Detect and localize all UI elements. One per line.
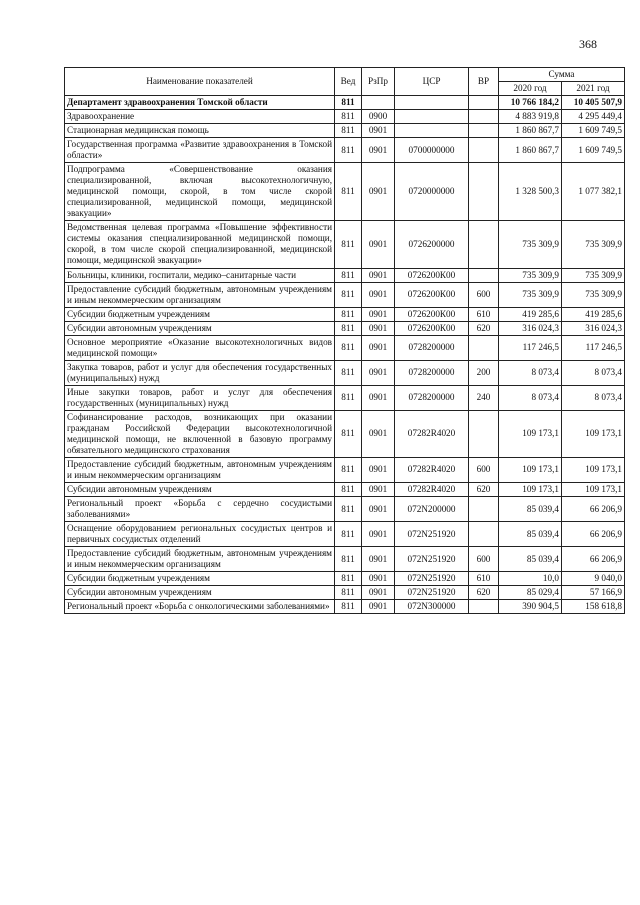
cell-rzpr: 0901 (362, 124, 395, 138)
cell-rzpr: 0901 (362, 547, 395, 572)
cell-csr: 07282R4020 (395, 410, 469, 457)
cell-rzpr: 0901 (362, 321, 395, 335)
cell-vr (469, 124, 499, 138)
cell-2020: 1 860 867,7 (499, 138, 562, 163)
cell-2021: 10 405 507,9 (562, 96, 625, 110)
cell-ved: 811 (335, 138, 362, 163)
cell-rzpr: 0901 (362, 522, 395, 547)
header-year-2020: 2020 год (499, 82, 562, 96)
cell-2021: 8 073,4 (562, 360, 625, 385)
cell-csr: 0726200К00 (395, 282, 469, 307)
page-number: 368 (579, 37, 597, 51)
cell-csr: 072N251920 (395, 572, 469, 586)
cell-2020: 85 029,4 (499, 586, 562, 600)
cell-ved: 811 (335, 124, 362, 138)
cell-2021: 109 173,1 (562, 457, 625, 482)
cell-rzpr: 0901 (362, 268, 395, 282)
table-row (65, 268, 625, 282)
table-row (65, 410, 625, 457)
cell-2020: 316 024,3 (499, 321, 562, 335)
cell-2020: 109 173,1 (499, 410, 562, 457)
cell-2021: 419 285,6 (562, 307, 625, 321)
table-row (65, 483, 625, 497)
cell-2020: 85 039,4 (499, 522, 562, 547)
cell-rzpr: 0901 (362, 600, 395, 614)
cell-csr: 0720000000 (395, 163, 469, 221)
cell-2020: 735 309,9 (499, 268, 562, 282)
cell-name: Софинансирование расходов, возникающих при оказании гражданам Российской Федерации высокотехнологичной медицинской помощи, не включенной в базовую программу обязательного медицинского страхования (65, 410, 335, 457)
table-row (65, 547, 625, 572)
cell-name: Ведомственная целевая программа «Повышение эффективности системы оказания специализированной медицинской помощи, скорой, в том числе скорой специализированной, медицинской помощи, медицинской эвакуации» (65, 221, 335, 268)
cell-name: Закупка товаров, работ и услуг для обеспечения государственных (муниципальных) нужд (65, 360, 335, 385)
cell-rzpr: 0901 (362, 572, 395, 586)
cell-ved: 811 (335, 163, 362, 221)
cell-2021: 109 173,1 (562, 483, 625, 497)
cell-2021: 316 024,3 (562, 321, 625, 335)
cell-csr: 0728200000 (395, 335, 469, 360)
cell-rzpr: 0901 (362, 586, 395, 600)
table-row (65, 110, 625, 124)
cell-ved: 811 (335, 307, 362, 321)
cell-rzpr: 0900 (362, 110, 395, 124)
cell-rzpr: 0901 (362, 385, 395, 410)
header-rzpr: РзПр (362, 68, 395, 96)
cell-vr (469, 221, 499, 268)
cell-2021: 57 166,9 (562, 586, 625, 600)
cell-name: Стационарная медицинская помощь (65, 124, 335, 138)
cell-name: Государственная программа «Развитие здравоохранения в Томской области» (65, 138, 335, 163)
cell-vr: 610 (469, 307, 499, 321)
cell-2021: 66 206,9 (562, 547, 625, 572)
table-row (65, 307, 625, 321)
cell-name: Больницы, клиники, госпитали, медико–санитарные части (65, 268, 335, 282)
cell-name: Субсидии автономным учреждениям (65, 321, 335, 335)
table-row (65, 497, 625, 522)
cell-rzpr: 0901 (362, 410, 395, 457)
cell-vr (469, 268, 499, 282)
header-csr: ЦСР (395, 68, 469, 96)
cell-vr: 600 (469, 547, 499, 572)
cell-csr: 0726200К00 (395, 268, 469, 282)
cell-name: Предоставление субсидий бюджетным, автономным учреждениям и иным некоммерческим организациям (65, 457, 335, 482)
cell-rzpr: 0901 (362, 282, 395, 307)
cell-name: Региональный проект «Борьба с сердечно сосудистыми заболеваниями» (65, 497, 335, 522)
cell-ved: 811 (335, 572, 362, 586)
cell-vr: 600 (469, 282, 499, 307)
cell-csr (395, 96, 469, 110)
table-row (65, 572, 625, 586)
cell-ved: 811 (335, 586, 362, 600)
cell-2021: 66 206,9 (562, 522, 625, 547)
cell-name: Субсидии бюджетным учреждениям (65, 572, 335, 586)
cell-csr: 072N251920 (395, 586, 469, 600)
cell-2021: 117 246,5 (562, 335, 625, 360)
cell-vr (469, 522, 499, 547)
cell-2020: 4 883 919,8 (499, 110, 562, 124)
cell-2020: 735 309,9 (499, 282, 562, 307)
cell-ved: 811 (335, 221, 362, 268)
cell-csr: 07282R4020 (395, 483, 469, 497)
cell-2020: 109 173,1 (499, 457, 562, 482)
cell-vr (469, 600, 499, 614)
cell-name: Департамент здравоохранения Томской области (65, 96, 335, 110)
cell-2021: 8 073,4 (562, 385, 625, 410)
cell-vr (469, 138, 499, 163)
header-ved: Вед (335, 68, 362, 96)
cell-ved: 811 (335, 282, 362, 307)
cell-csr: 072N251920 (395, 522, 469, 547)
cell-csr (395, 110, 469, 124)
cell-2021: 735 309,9 (562, 268, 625, 282)
cell-name: Субсидии бюджетным учреждениям (65, 307, 335, 321)
cell-vr (469, 96, 499, 110)
table-row (65, 163, 625, 221)
cell-ved: 811 (335, 96, 362, 110)
cell-csr: 072N300000 (395, 600, 469, 614)
cell-2020: 735 309,9 (499, 221, 562, 268)
cell-ved: 811 (335, 600, 362, 614)
cell-2021: 158 618,8 (562, 600, 625, 614)
cell-name: Субсидии автономным учреждениям (65, 586, 335, 600)
cell-2021: 1 077 382,1 (562, 163, 625, 221)
table-body (65, 96, 625, 614)
cell-name: Субсидии автономным учреждениям (65, 483, 335, 497)
cell-2020: 8 073,4 (499, 385, 562, 410)
table-row (65, 321, 625, 335)
cell-ved: 811 (335, 547, 362, 572)
cell-rzpr (362, 96, 395, 110)
header-year-2021: 2021 год (562, 82, 625, 96)
cell-vr (469, 163, 499, 221)
cell-2021: 1 609 749,5 (562, 124, 625, 138)
cell-2020: 8 073,4 (499, 360, 562, 385)
cell-ved: 811 (335, 385, 362, 410)
cell-2021: 735 309,9 (562, 221, 625, 268)
cell-name: Здравоохранение (65, 110, 335, 124)
table-row (65, 522, 625, 547)
cell-vr (469, 497, 499, 522)
table-row (65, 457, 625, 482)
cell-vr (469, 410, 499, 457)
cell-2020: 10 766 184,2 (499, 96, 562, 110)
table-row (65, 282, 625, 307)
header-vr: ВР (469, 68, 499, 96)
cell-name: Основное мероприятие «Оказание высокотехнологичных видов медицинской помощи» (65, 335, 335, 360)
table-row (65, 586, 625, 600)
cell-csr: 072N251920 (395, 547, 469, 572)
cell-2020: 117 246,5 (499, 335, 562, 360)
cell-csr: 0726200000 (395, 221, 469, 268)
cell-vr (469, 110, 499, 124)
cell-2020: 10,0 (499, 572, 562, 586)
cell-ved: 811 (335, 335, 362, 360)
cell-rzpr: 0901 (362, 360, 395, 385)
cell-name: Предоставление субсидий бюджетным, автономным учреждениям и иным некоммерческим организациям (65, 282, 335, 307)
table-row (65, 360, 625, 385)
cell-ved: 811 (335, 268, 362, 282)
cell-rzpr: 0901 (362, 138, 395, 163)
cell-vr: 240 (469, 385, 499, 410)
cell-vr: 620 (469, 321, 499, 335)
cell-rzpr: 0901 (362, 307, 395, 321)
cell-ved: 811 (335, 410, 362, 457)
cell-ved: 811 (335, 360, 362, 385)
cell-rzpr: 0901 (362, 457, 395, 482)
cell-csr: 072N200000 (395, 497, 469, 522)
cell-csr: 0726200К00 (395, 307, 469, 321)
cell-2020: 85 039,4 (499, 547, 562, 572)
cell-vr: 620 (469, 483, 499, 497)
cell-ved: 811 (335, 497, 362, 522)
cell-vr: 620 (469, 586, 499, 600)
cell-name: Подпрограмма «Совершенствование оказания специализированной, включая высокотехнологичную, медицинской помощи, скорой, в том числе скорой специализированной, медицинской помощи, медицинской эвакуации» (65, 163, 335, 221)
header-sum: Сумма (499, 68, 625, 82)
cell-ved: 811 (335, 522, 362, 547)
cell-csr (395, 124, 469, 138)
cell-vr: 200 (469, 360, 499, 385)
cell-name: Региональный проект «Борьба с онкологическими заболеваниями» (65, 600, 335, 614)
table-row (65, 385, 625, 410)
table-header (65, 68, 625, 96)
cell-2021: 4 295 449,4 (562, 110, 625, 124)
cell-name: Иные закупки товаров, работ и услуг для обеспечения государственных (муниципальных) нужд (65, 385, 335, 410)
budget-table (64, 67, 625, 614)
cell-csr: 0728200000 (395, 360, 469, 385)
cell-rzpr: 0901 (362, 497, 395, 522)
cell-vr: 610 (469, 572, 499, 586)
cell-2021: 109 173,1 (562, 410, 625, 457)
cell-ved: 811 (335, 457, 362, 482)
cell-2021: 1 609 749,5 (562, 138, 625, 163)
cell-2021: 9 040,0 (562, 572, 625, 586)
cell-rzpr: 0901 (362, 221, 395, 268)
table-row (65, 138, 625, 163)
table-row (65, 221, 625, 268)
cell-2020: 1 328 500,3 (499, 163, 562, 221)
table-row (65, 124, 625, 138)
cell-csr: 0700000000 (395, 138, 469, 163)
cell-2020: 390 904,5 (499, 600, 562, 614)
cell-vr: 600 (469, 457, 499, 482)
cell-ved: 811 (335, 321, 362, 335)
cell-rzpr: 0901 (362, 483, 395, 497)
header-name: Наименование показателей (65, 68, 335, 96)
cell-2020: 109 173,1 (499, 483, 562, 497)
cell-vr (469, 335, 499, 360)
cell-name: Предоставление субсидий бюджетным, автономным учреждениям и иным некоммерческим организациям (65, 547, 335, 572)
cell-rzpr: 0901 (362, 163, 395, 221)
cell-ved: 811 (335, 110, 362, 124)
cell-csr: 07282R4020 (395, 457, 469, 482)
table-row (65, 335, 625, 360)
table-row (65, 600, 625, 614)
table-row (65, 96, 625, 110)
cell-2020: 1 860 867,7 (499, 124, 562, 138)
cell-2020: 85 039,4 (499, 497, 562, 522)
cell-2021: 735 309,9 (562, 282, 625, 307)
cell-2020: 419 285,6 (499, 307, 562, 321)
cell-csr: 0726200К00 (395, 321, 469, 335)
cell-ved: 811 (335, 483, 362, 497)
cell-name: Оснащение оборудованием региональных сосудистых центров и первичных сосудистых отделений (65, 522, 335, 547)
cell-2021: 66 206,9 (562, 497, 625, 522)
cell-csr: 0728200000 (395, 385, 469, 410)
cell-rzpr: 0901 (362, 335, 395, 360)
